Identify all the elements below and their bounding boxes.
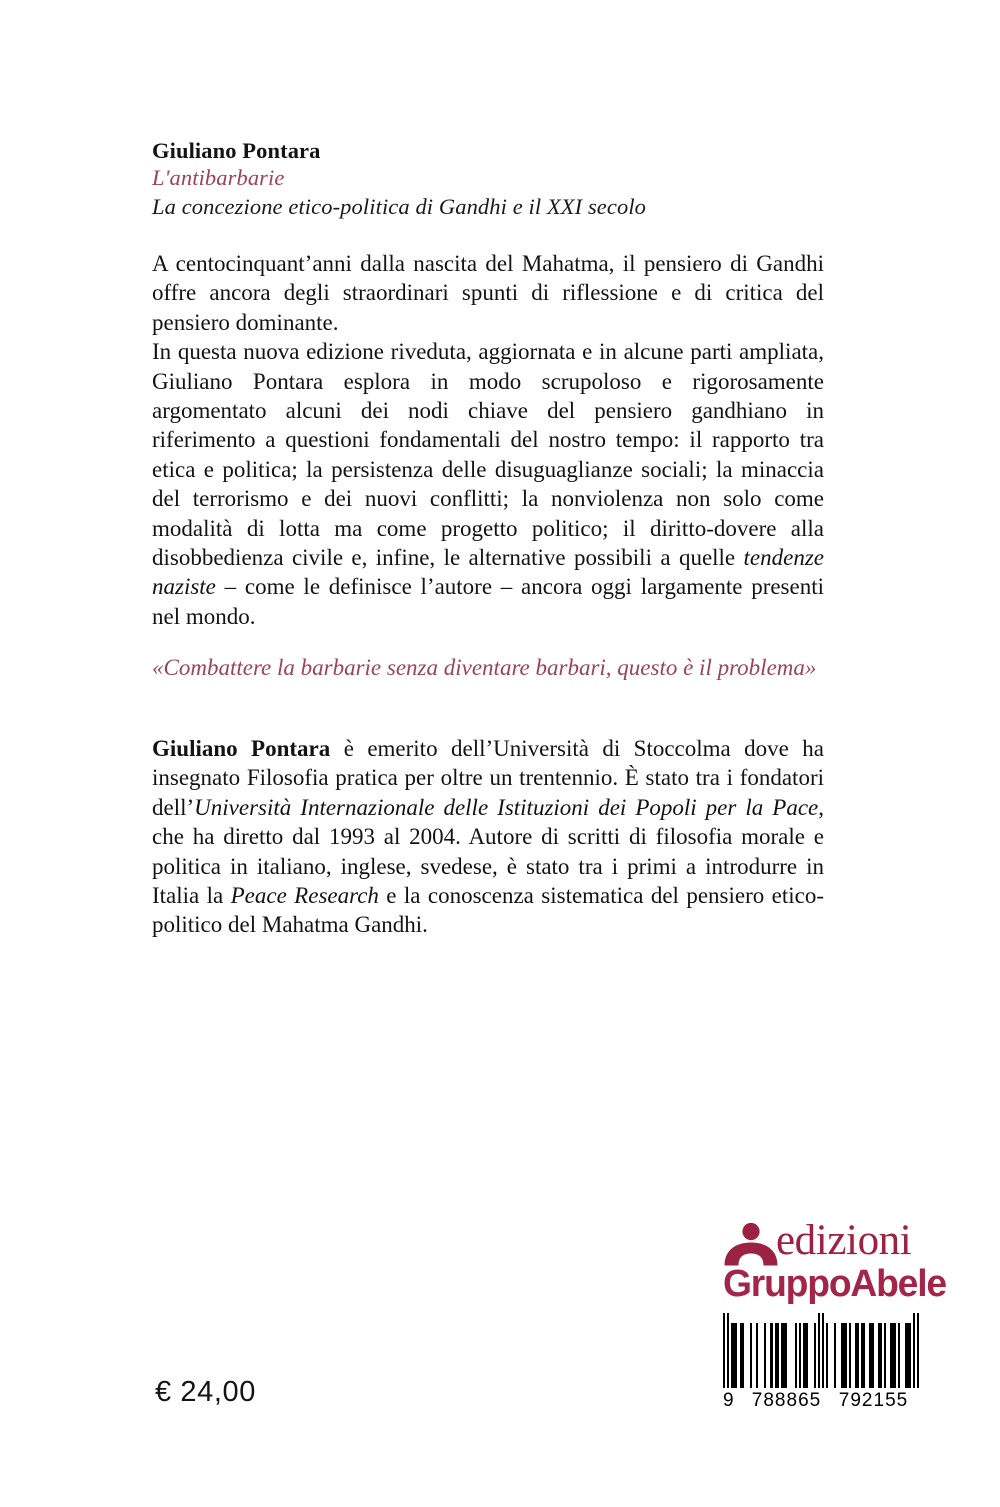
publisher-logo	[722, 1217, 946, 1311]
barcode-digits	[723, 1389, 919, 1413]
book-title: L'antibarbarie	[152, 165, 285, 190]
author-bio-name: Giuliano Pontara	[152, 736, 331, 761]
blurb-paragraph-2	[152, 337, 824, 631]
blurb-text	[152, 249, 824, 631]
publisher-logo-gruppoabele: GruppoAbele	[723, 1263, 946, 1305]
barcode-digit-group-1: 9	[723, 1390, 735, 1411]
barcode	[723, 1313, 919, 1413]
publisher-logo-edizioni: edizioni	[776, 1217, 912, 1264]
book-subtitle: La concezione etico-politica di Gandhi e il XXI secolo	[152, 194, 647, 219]
publisher-logo-top-row	[722, 1219, 918, 1267]
barcode-digit-group-3: 792155	[838, 1390, 909, 1411]
author-bio-italic-institution: Università Internazionale delle Istituzioni dei Popoli per la Pace	[194, 794, 819, 820]
cover-header	[152, 137, 824, 221]
blurb-emphasis-tendenze-naziste: tendenze naziste	[152, 545, 824, 600]
price-label: € 24,00	[155, 1376, 256, 1408]
author-bio-part-2: , che ha diretto dal 1993 al 2004. Autore di scritti di filosofia morale e politica in italiano, inglese, svedese, è stato tra i primi a introdurre in Italia la	[152, 794, 824, 909]
author-heading: Giuliano Pontara	[152, 138, 321, 163]
author-bio-part-1: è emerito dell’Università di Stoccolma dove ha insegnato Filosofia pratica per oltre un trentennio. È stato tra i fondatori dell’	[152, 736, 824, 820]
barcode-digit-group-2: 788865	[751, 1390, 822, 1411]
blurb-paragraph-1: A centocinquant’anni dalla nascita del Mahatma, il pensiero di Gandhi offre ancora degli straordinari spunti di riflessione e di critica del pensiero dominante.	[152, 251, 824, 335]
author-bio	[152, 734, 824, 940]
pull-quote: «Combattere la barbarie senza diventare barbari, questo è il problema»	[152, 655, 817, 680]
blurb-paragraph-2-part-2: – come le definisce l’autore – ancora oggi largamente presenti nel mondo.	[152, 574, 824, 629]
author-bio-italic-peace-research: Peace Research	[230, 883, 379, 909]
blurb-paragraph-2-part-1: In questa nuova edizione riveduta, aggiornata e in alcune parti ampliata, Giuliano Pontara esplora in modo scrupoloso e rigorosamente argomentato alcuni dei nodi chiave del pensiero gandhiano in riferimento a questioni fondamentali del nostro tempo: il rapporto tra etica e politica; la persistenza delle disuguaglianze sociali; la minaccia del terrorismo e dei nuovi conflitti; la nonviolenza non solo come modalità di lotta ma come progetto politico; il diritto-dovere alla disobbedienza civile e, infine, le alternative possibili a quelle	[152, 339, 824, 571]
author-bio-part-3: e la conoscenza sistematica del pensiero etico-politico del Mahatma Gandhi.	[152, 883, 824, 938]
barcode-bars	[723, 1313, 919, 1388]
person-figure-icon	[722, 1222, 780, 1268]
